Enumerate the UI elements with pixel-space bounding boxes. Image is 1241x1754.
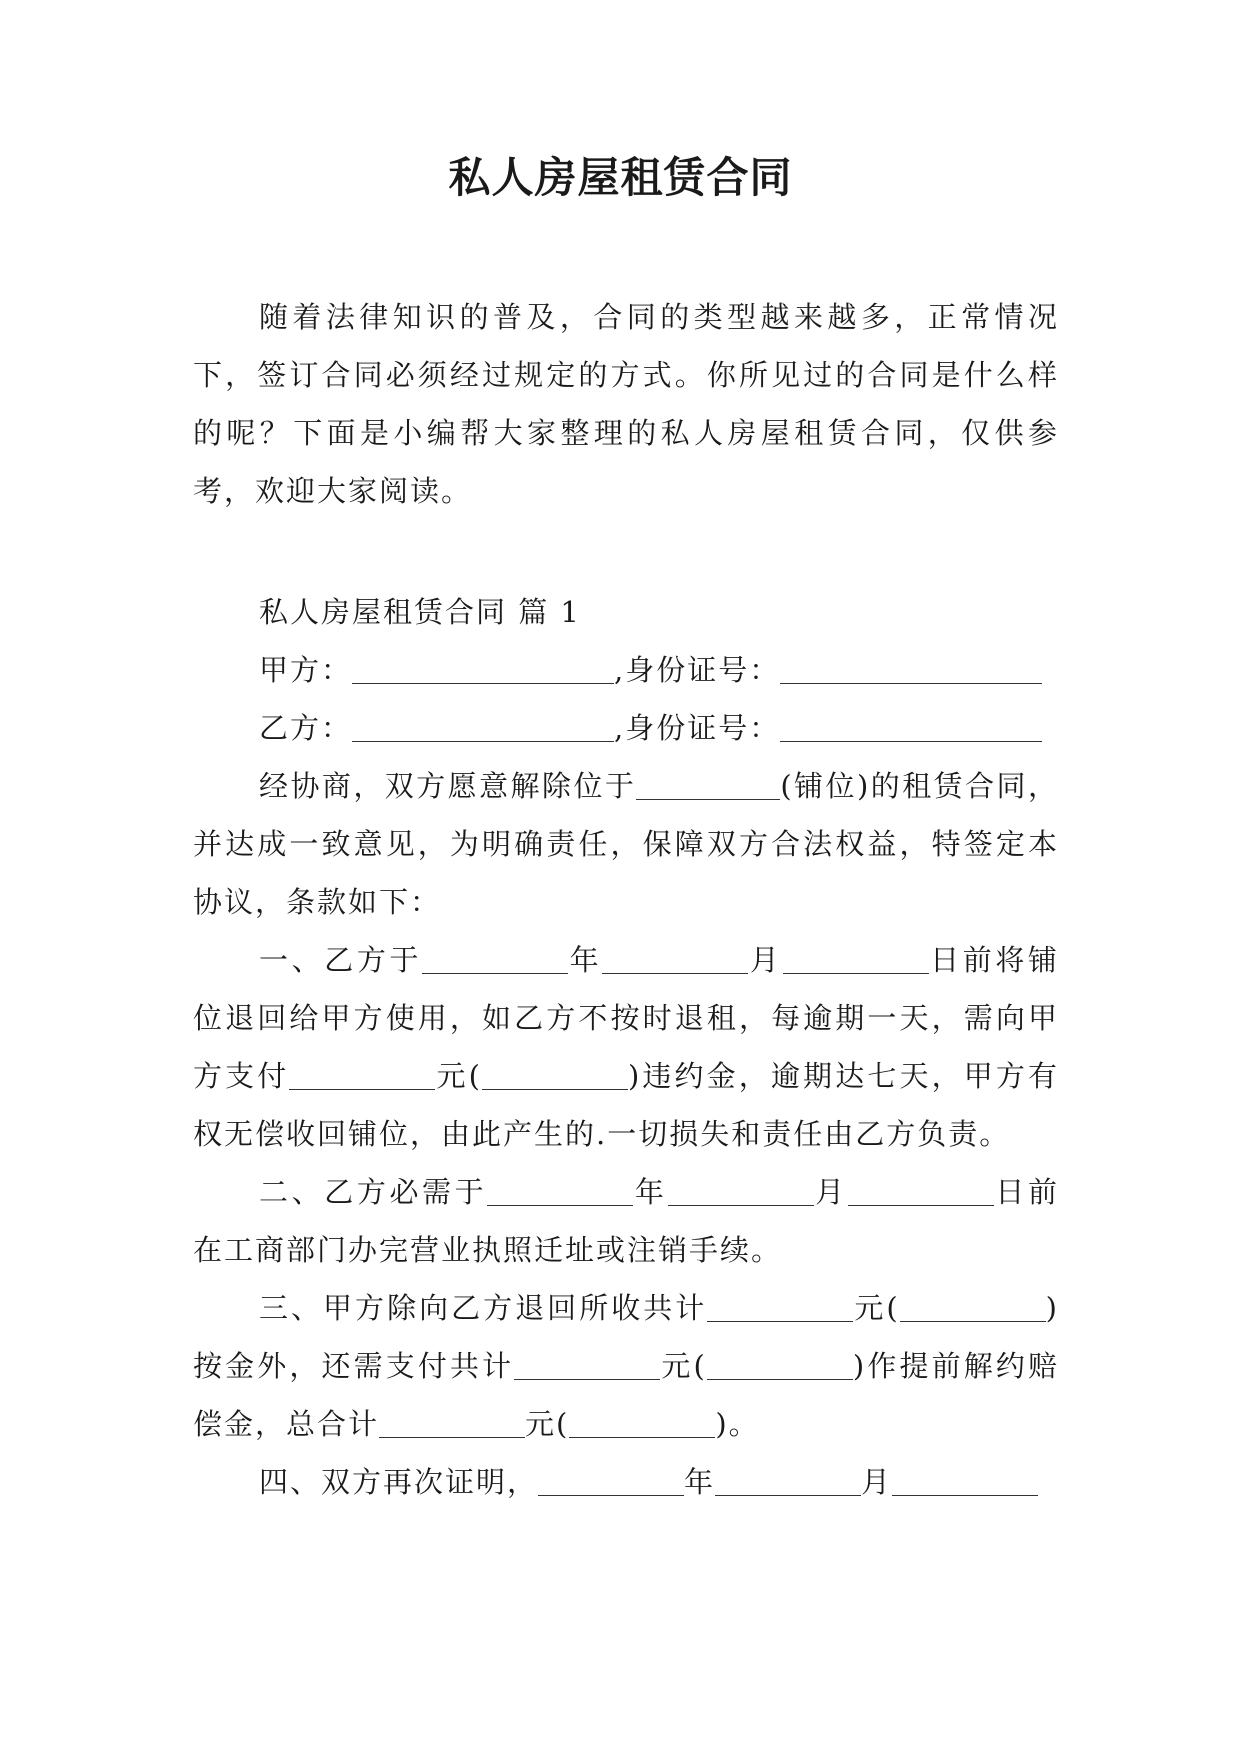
clause-3-total-blank [379, 1407, 525, 1438]
clause-3-deposit-blank [707, 1291, 853, 1322]
clause-3-deposit-words-blank [900, 1291, 1046, 1322]
clause-1-mid: 日前将铺位退回给甲方使用，如乙方不按时退租，每逾期一天，需向甲方支付 [193, 943, 1059, 1093]
clause-2-end: 日前在工商部门办完营业执照迁址或注销手续。 [193, 1175, 1059, 1267]
clause-2-start: 二、乙方必需于 [259, 1175, 488, 1209]
clause-1-year-label: 年 [568, 943, 603, 977]
party-b-id-blank [780, 711, 1042, 742]
intro-paragraph: 随着法律知识的普及，合同的类型越来越多，正常情况下，签订合同必须经过规定的方式。你所见过的合同是什么样的呢？下面是小编帮大家整理的私人房屋租赁合同，仅供参考，欢迎大家阅读。 [193, 300, 1059, 508]
clause-1-month-label: 月 [748, 943, 783, 977]
party-a-id-blank [780, 653, 1042, 684]
clause-4-month-label: 月 [861, 1465, 893, 1499]
clause-3-end: )。 [715, 1407, 760, 1441]
clause-4-year-blank [538, 1465, 684, 1496]
clause-2-day-blank [848, 1175, 994, 1206]
agreement-text-end: (铺位)的租赁合同，并达成一致意见，为明确责任，保障双方合法权益，特签定本协议，条款如下： [193, 769, 1059, 919]
party-b-id-label: ,身份证号： [614, 711, 781, 745]
clause-4-start: 四、双方再次证明， [259, 1465, 539, 1499]
clause-4-year-label: 年 [684, 1465, 716, 1499]
clause-3 [193, 1279, 1059, 1453]
clause-3-total-words-blank [569, 1407, 715, 1438]
clause-3-mid-1: )按金外，还需支付共计 [193, 1291, 1059, 1383]
clause-2-month-label: 月 [813, 1175, 848, 1209]
clause-1-month-blank [602, 943, 748, 974]
clause-2-month-blank [668, 1175, 814, 1206]
clause-2 [193, 1163, 1059, 1279]
clause-3-yuan-1: 元( [853, 1291, 900, 1325]
contract-section [193, 583, 1059, 1511]
party-b-line [193, 699, 1059, 757]
party-a-name-blank [352, 653, 614, 684]
clause-2-year-blank [487, 1175, 633, 1206]
clause-3-mid-2: )作提前解约赔偿金，总合计 [193, 1349, 1059, 1441]
clause-4-month-blank [715, 1465, 861, 1496]
clause-3-start: 三、甲方除向乙方退回所收共计 [259, 1291, 708, 1325]
clause-1-day-blank [783, 943, 929, 974]
agreement-text-start: 经协商，双方愿意解除位于 [259, 769, 637, 803]
section-heading: 私人房屋租赁合同 篇 1 [259, 595, 581, 629]
clause-3-compensation-words-blank [707, 1349, 853, 1380]
party-a-id-label: ,身份证号： [614, 653, 781, 687]
party-a-line [193, 641, 1059, 699]
clause-1-amount-words-blank [482, 1059, 628, 1090]
clause-4-day-blank [892, 1465, 1038, 1496]
clause-1-yuan: 元( [435, 1059, 482, 1093]
clause-1-start: 一、乙方于 [259, 943, 423, 977]
clause-1-year-blank [422, 943, 568, 974]
clause-3-compensation-blank [514, 1349, 660, 1380]
party-a-label: 甲方： [259, 653, 353, 687]
clause-4 [193, 1453, 1059, 1511]
clause-3-yuan-3: 元( [525, 1407, 570, 1441]
party-b-label: 乙方： [259, 711, 353, 745]
intro-block [193, 288, 1059, 520]
document-title: 私人房屋租赁合同 [448, 153, 793, 202]
clause-1 [193, 931, 1059, 1163]
party-b-name-blank [352, 711, 614, 742]
clause-3-yuan-2: 元( [660, 1349, 707, 1383]
clause-1-amount-blank [289, 1059, 435, 1090]
shop-location-blank [636, 769, 780, 800]
clause-2-year-label: 年 [633, 1175, 668, 1209]
agreement-paragraph [193, 757, 1059, 931]
clause-1-end: )违约金，逾期达七天，甲方有权无偿收回铺位，由此产生的.一切损失和责任由乙方负责。 [193, 1059, 1059, 1151]
